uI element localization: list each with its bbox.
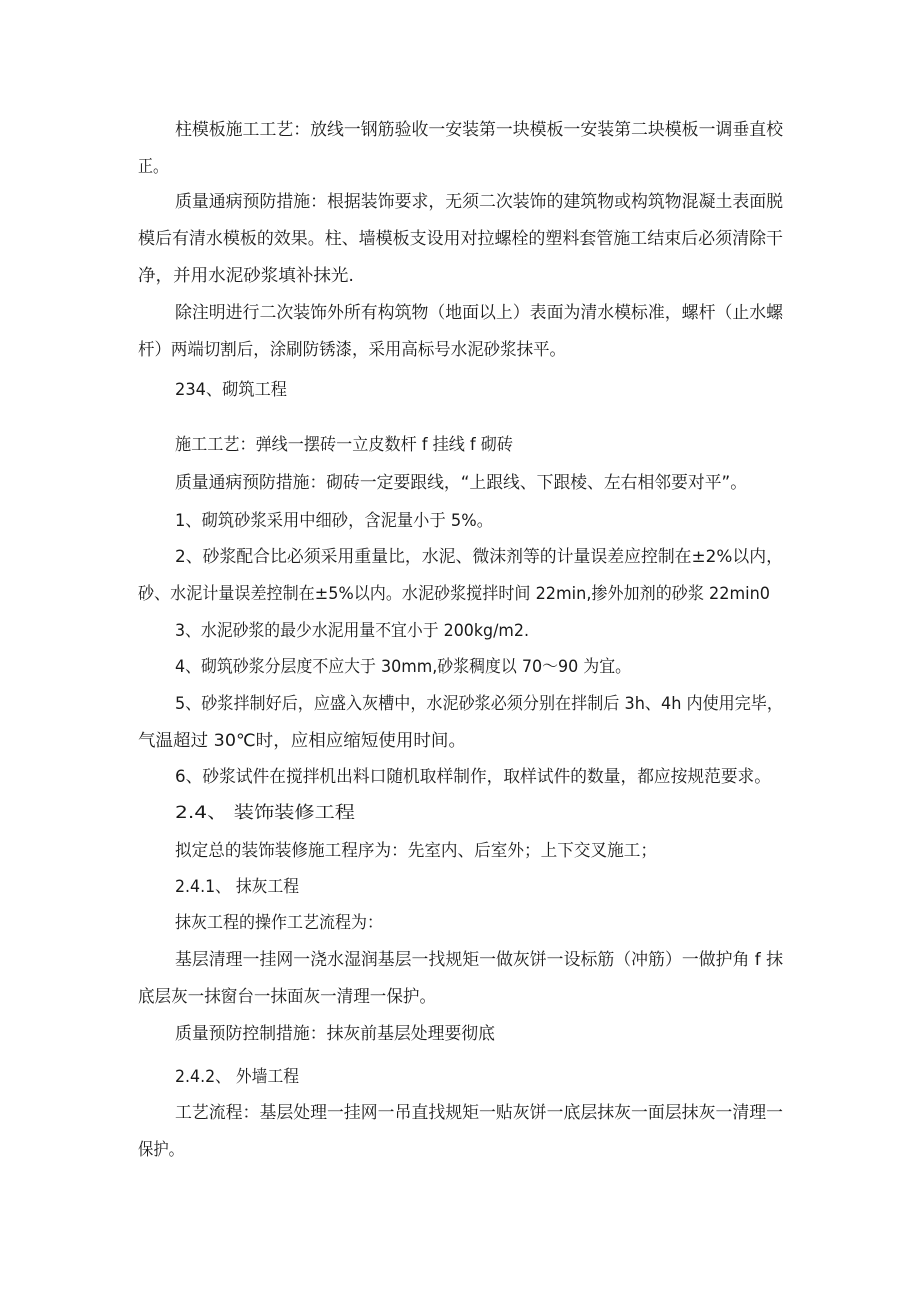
text-line: 2、砂浆配合比必须采用重量比，水泥、微沫剂等的计量误差应控制在±2%以内， [175,547,784,567]
text-line: 底层灰一抹窗台一抹面灰一清理一保护。 [138,987,437,1007]
text-line: 除注明进行二次装饰外所有构筑物（地面以上）表面为清水模标准，螺杆（止水螺 [175,303,784,323]
text-line: 保护。 [138,1140,185,1160]
text-line: 5、砂浆拌制好后，应盛入灰槽中，水泥砂浆必须分别在拌制后 3h、4h 内使用完毕， [175,694,783,714]
text-line: 234、砌筑工程 [175,380,288,400]
text-line: 2.4、 装饰装修工程 [175,803,356,823]
text-line: 质量通病预防措施：砌砖一定要跟线，“上跟线、下跟棱、左右相邻要对平”。 [175,473,748,493]
text-line: 正。 [138,157,169,177]
text-line: 2.4.2、 外墙工程 [175,1067,299,1087]
text-line: 4、砌筑砂浆分层度不应大于 30mm,砂浆稠度以 70～90 为宜。 [175,657,632,677]
text-line: 拟定总的装饰装修施工程序为：先室内、后室外；上下交叉施工； [175,841,658,861]
text-line: 3、水泥砂浆的最少水泥用量不宜小于 200kg∕m2. [175,621,529,641]
text-line: 施工工艺：弹线一摆砖一立皮数杆 f 挂线 f 砌砖 [175,435,514,455]
text-line: 质量预防控制措施：抹灰前基层处理要彻底 [175,1024,495,1044]
text-line: 气温超过 30℃时，应相应缩短使用时间。 [138,731,467,751]
text-line: 质量通病预防措施：根据装饰要求，无须二次装饰的建筑物或构筑物混凝土表面脱 [175,192,784,212]
text-line: 柱模板施工工艺：放线一钢筋验收一安装第一块模板一安装第二块模板一调垂直校 [175,120,784,140]
text-line: 工艺流程：基层处理一挂网一吊直找规矩一贴灰饼一底层抹灰一面层抹灰一清理一 [175,1103,784,1123]
text-line: 1、砌筑砂浆采用中细砂，含泥量小于 5%。 [175,511,493,531]
text-line: 砂、水泥计量误差控制在±5%以内。水泥砂浆搅拌时间 22min,掺外加剂的砂浆 22min0 [138,584,770,604]
text-line: 净，并用水泥砂浆填补抹光. [138,266,355,286]
text-line: 模后有清水模板的效果。柱、墙模板支设用对拉螺栓的塑料套管施工结束后必须清除干 [138,229,784,249]
text-line: 基层清理一挂网一浇水湿润基层一找规矩一做灰饼一设标筋（冲筋）一做护角 f 抹 [175,950,784,970]
text-line: 2.4.1、 抹灰工程 [175,877,299,897]
text-line: 杆）两端切割后，涂刷防锈漆，采用高标号水泥砂浆抹平。 [138,340,566,360]
text-line: 抹灰工程的操作工艺流程为： [175,913,384,933]
text-line: 6、砂浆试件在搅拌机出料口随机取样制作，取样试件的数量，都应按规范要求。 [175,767,772,787]
